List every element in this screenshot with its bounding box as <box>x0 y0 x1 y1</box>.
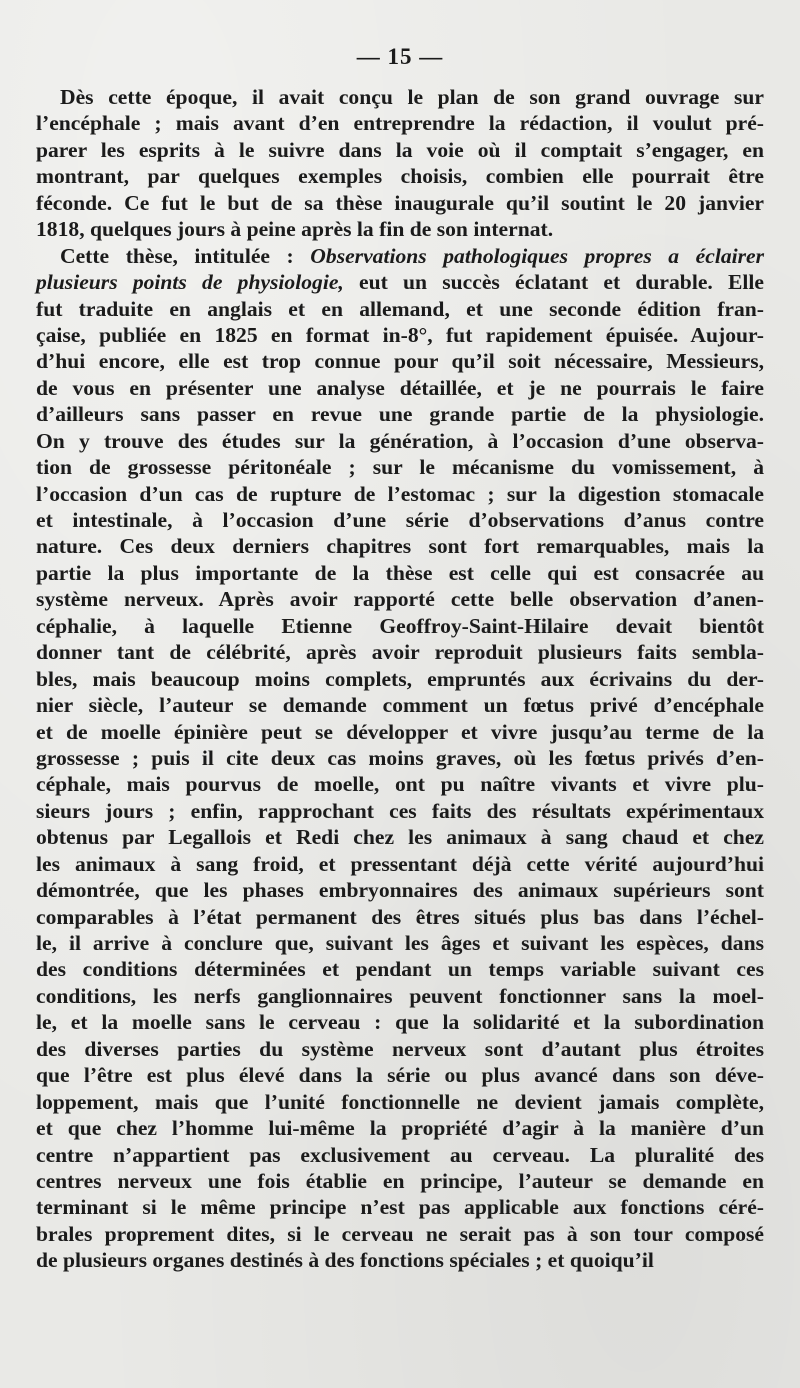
text-line <box>36 1115 764 1141</box>
text-line <box>36 719 764 745</box>
text-line <box>36 798 764 824</box>
text-segment: bles, mais beaucoup moins complets, empruntés aux écrivains du der- <box>36 666 764 691</box>
text-segment: Cette thèse, intitulée : <box>60 243 311 268</box>
italic-text-segment: plusieurs points de physiologie, <box>36 270 344 295</box>
text-segment: nier siècle, l’auteur se demande comment un fœtus privé d’encéphale <box>36 693 764 718</box>
text-line <box>36 692 764 718</box>
text-line <box>36 666 764 692</box>
text-segment: loppement, mais que l’unité fonctionnelle ne devient jamais complète, <box>36 1089 764 1114</box>
text-segment: sieurs jours ; enfin, rapprochant ces faits des résultats expérimentaux <box>36 798 764 823</box>
text-segment: obtenus par Legallois et Redi chez les animaux à sang chaud et chez <box>36 825 764 850</box>
text-line <box>36 1009 764 1035</box>
text-line <box>36 1089 764 1115</box>
text-line <box>36 1247 764 1273</box>
text-segment: de plusieurs organes destinés à des fonctions spéciales ; et quoiqu’il <box>36 1248 654 1273</box>
text-line <box>36 190 764 216</box>
text-line <box>36 1194 764 1220</box>
text-line <box>36 639 764 665</box>
body-text <box>36 84 764 1274</box>
text-segment: démontrée, que les phases embryonnaires des animaux supérieurs sont <box>36 878 764 903</box>
text-segment: conditions, les nerfs ganglionnaires peuvent fonctionner sans la moel- <box>36 983 764 1008</box>
text-segment: féconde. Ce fut le but de sa thèse inaugurale qu’il soutint le 20 janvier <box>36 190 764 215</box>
text-line <box>36 851 764 877</box>
text-line <box>36 956 764 982</box>
text-segment: nature. Ces deux derniers chapitres sont fort remarquables, mais la <box>36 534 764 559</box>
text-segment: grossesse ; puis il cite deux cas moins graves, où les fœtus privés d’en- <box>36 745 764 770</box>
text-segment: des conditions déterminées et pendant un temps variable suivant ces <box>36 957 764 982</box>
text-line <box>36 428 764 454</box>
text-line <box>36 877 764 903</box>
text-segment: donner tant de célébrité, après avoir reproduit plusieurs faits sembla- <box>36 640 764 665</box>
text-segment: système nerveux. Après avoir rapporté cette belle observation d’anen- <box>36 587 764 612</box>
text-segment: terminant si le même principe n’est pas applicable aux fonctions céré- <box>36 1195 764 1220</box>
text-line <box>36 137 764 163</box>
text-line <box>36 269 764 295</box>
text-segment: tion de grossesse péritonéale ; sur le mécanisme du vomissement, à <box>36 455 764 480</box>
text-line <box>36 586 764 612</box>
text-segment: le, il arrive à conclure que, suivant les âges et suivant les espèces, dans <box>36 931 764 955</box>
text-line <box>36 348 764 374</box>
text-segment: partie la plus importante de la thèse est celle qui est consacrée au <box>36 560 764 585</box>
text-line <box>36 216 764 242</box>
text-line <box>36 322 764 348</box>
text-segment: d’ailleurs sans passer en revue une grande partie de la physiologie. <box>36 402 764 427</box>
text-line <box>36 163 764 189</box>
text-segment: 1818, quelques jours à peine après la fin de son internat. <box>36 217 554 242</box>
text-segment: céphalie, à laquelle Etienne Geoffroy-Saint-Hilaire devait bientôt <box>36 613 764 638</box>
text-line <box>36 1168 764 1194</box>
text-segment: fut traduite en anglais et en allemand, et une seconde édition fran- <box>36 296 764 321</box>
text-segment: le, et la moelle sans le cerveau : que la solidarité et la subordination <box>36 1010 764 1035</box>
text-line <box>36 904 764 930</box>
text-line <box>36 401 764 427</box>
text-segment: et que chez l’homme lui-même la propriété d’agir à la manière d’un <box>36 1116 764 1141</box>
text-line <box>36 454 764 480</box>
text-line <box>36 296 764 322</box>
text-line <box>36 771 764 797</box>
text-segment: parer les esprits à le suivre dans la voie où il comptait s’engager, en <box>36 137 764 162</box>
text-line <box>36 1036 764 1062</box>
text-segment: de vous en présenter une analyse détaillée, et je ne pourrais le faire <box>36 375 764 400</box>
text-line <box>36 507 764 533</box>
text-segment: d’hui encore, elle est trop connue pour qu’il soit nécessaire, Messieurs, <box>36 349 764 374</box>
text-line <box>36 1221 764 1247</box>
text-line <box>36 1142 764 1168</box>
text-line <box>36 481 764 507</box>
text-segment: comparables à l’état permanent des êtres situés plus bas dans l’échel- <box>36 904 764 929</box>
text-segment: Dès cette époque, il avait conçu le plan de son grand ouvrage sur <box>60 85 764 109</box>
text-segment: et intestinale, à l’occasion d’une série d’observations d’anus contre <box>36 508 764 532</box>
text-line <box>36 533 764 559</box>
text-segment: centre n’appartient pas exclusivement au cerveau. La pluralité des <box>36 1142 764 1167</box>
text-segment: çaise, publiée en 1825 en format in-8°, fut rapidement épuisée. Aujour- <box>36 322 764 347</box>
italic-text-segment: Observations pathologiques propres a éclairer <box>310 243 765 268</box>
text-segment: l’occasion d’un cas de rupture de l’estomac ; sur la digestion stomacale <box>36 481 764 506</box>
text-line <box>36 824 764 850</box>
text-line <box>36 110 764 136</box>
text-line <box>36 613 764 639</box>
text-line <box>36 84 764 110</box>
text-segment: brales proprement dites, si le cerveau ne serait pas à son tour composé <box>36 1221 764 1246</box>
text-line <box>36 560 764 586</box>
text-segment: les animaux à sang froid, et pressentant déjà cette vérité aujourd’hui <box>36 851 764 876</box>
text-line <box>36 983 764 1009</box>
text-segment: céphale, mais pourvus de moelle, ont pu naître vivants et vivre plu- <box>36 772 764 797</box>
page-number: — 15 — <box>356 44 444 69</box>
text-line <box>36 375 764 401</box>
text-segment: l’encéphale ; mais avant d’en entreprendre la rédaction, il voulut pré- <box>36 111 764 136</box>
text-segment: et de moelle épinière peut se développer et vivre jusqu’au terme de la <box>36 719 764 744</box>
text-segment: centres nerveux une fois établie en principe, l’auteur se demande en <box>36 1168 764 1193</box>
text-segment: eut un succès éclatant et durable. Elle <box>343 270 765 295</box>
text-segment: On y trouve des études sur la génération, à l’occasion d’une observa- <box>36 428 764 453</box>
text-line <box>36 1062 764 1088</box>
text-segment: que l’être est plus élevé dans la série ou plus avancé dans son déve- <box>36 1063 764 1088</box>
text-line <box>36 243 764 269</box>
text-line <box>36 930 764 956</box>
text-segment: des diverses parties du système nerveux sont d’autant plus étroites <box>36 1036 764 1061</box>
text-segment: montrant, par quelques exemples choisis, combien elle pourrait être <box>36 164 764 189</box>
text-line <box>36 745 764 771</box>
